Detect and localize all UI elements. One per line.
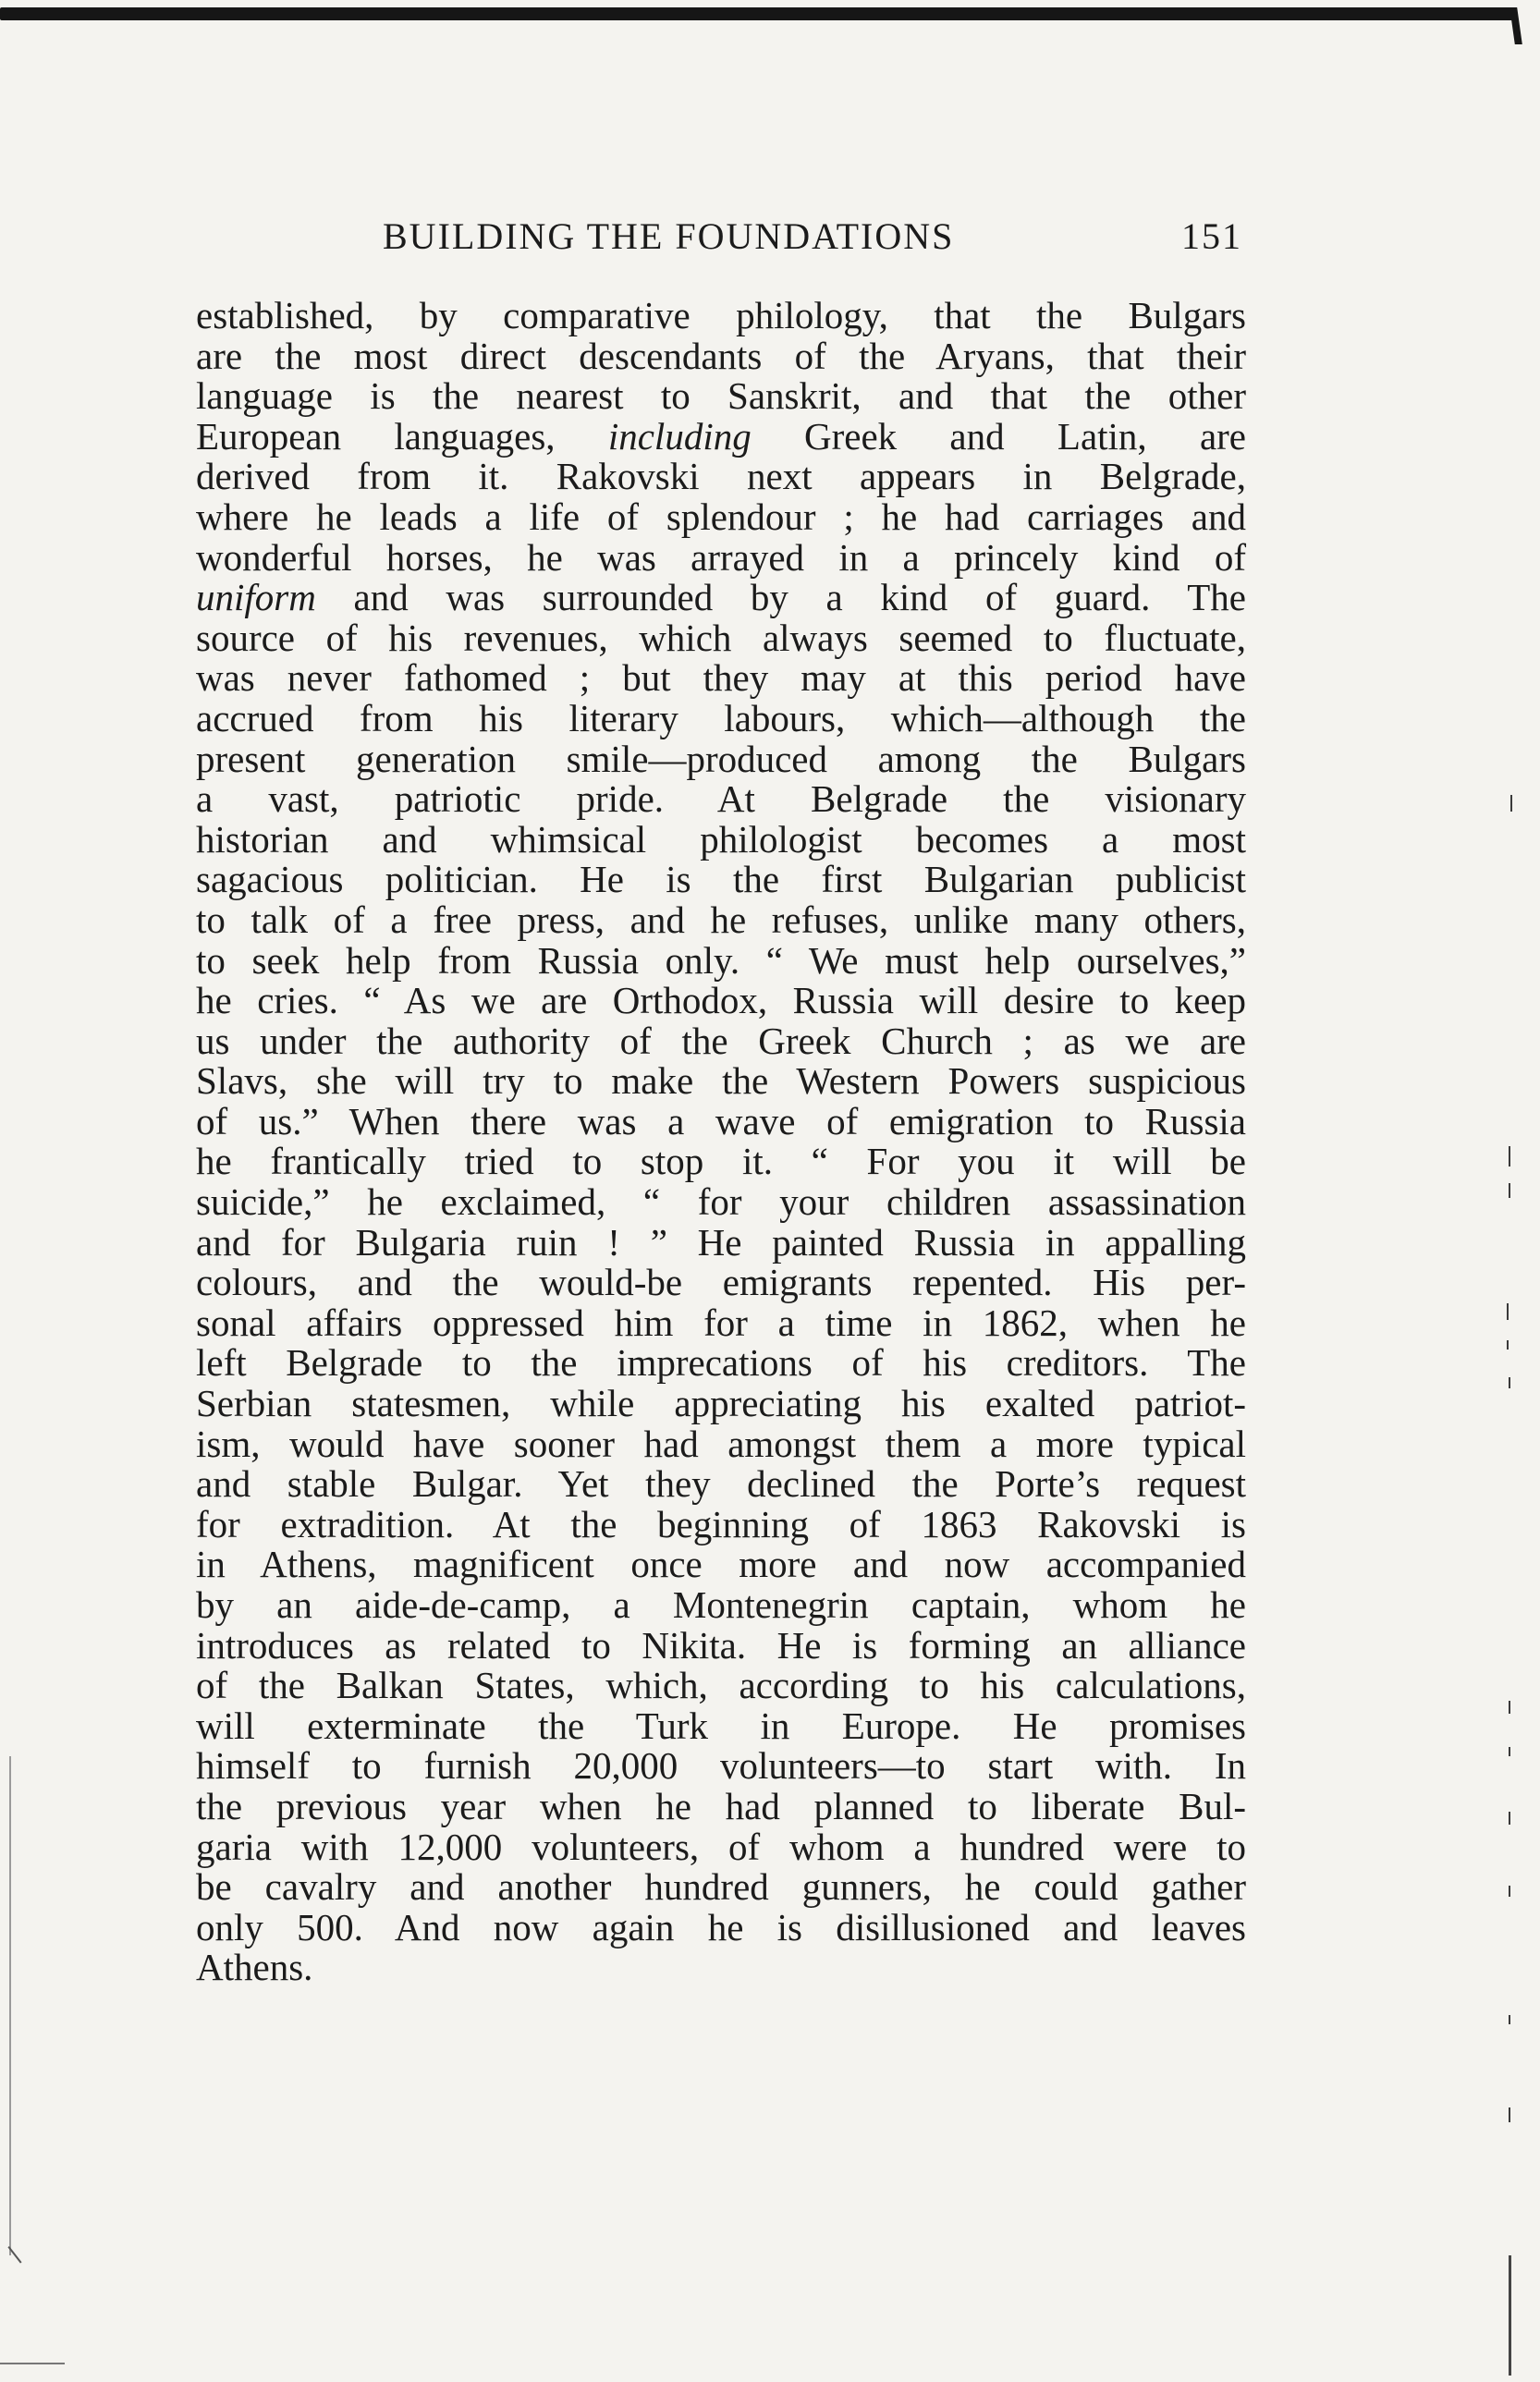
text-line: source of his revenues, which always seemed to fluctuate, [196, 616, 1246, 659]
scan-speck [1509, 2107, 1510, 2122]
text-line: to seek help from Russia only. “ We must help ourselves,” [196, 938, 1246, 982]
text-line: and stable Bulgar. Yet they declined the Porte’s request [196, 1462, 1246, 1506]
right-scan-line [1509, 2255, 1511, 2376]
text-line: derived from it. Rakovski next appears in Belgrade, [196, 455, 1246, 498]
top-scan-border [0, 7, 1516, 20]
text-line: he frantically tried to stop it. “ For you it will be [196, 1140, 1246, 1183]
text-line: will exterminate the Turk in Europe. He promises [196, 1704, 1246, 1747]
text-line: language is the nearest to Sanskrit, and that the other [196, 374, 1246, 418]
text-line: us under the authority of the Greek Church ; as we are [196, 1019, 1246, 1062]
scan-speck [1509, 1701, 1510, 1714]
text-line: garia with 12,000 volunteers, of whom a hundred were to [196, 1825, 1246, 1868]
text-line: he cries. “ As we are Orthodox, Russia will desire to keep [196, 979, 1246, 1022]
text-line: was never fathomed ; but they may at this period have [196, 656, 1246, 700]
body-text [196, 296, 1246, 1988]
text-line: left Belgrade to the imprecations of his creditors. The [196, 1341, 1246, 1385]
scan-speck [1510, 795, 1512, 812]
text-line: for extradition. At the beginning of 1863 Rakovski is [196, 1502, 1246, 1545]
scan-speck [1509, 2015, 1510, 2024]
text-line: historian and whimsical philologist becomes a most [196, 817, 1246, 861]
scan-speck [1509, 1146, 1510, 1167]
page-header [383, 209, 1242, 264]
text-line: ism, would have sooner had amongst them a more typical [196, 1422, 1246, 1465]
text-line: in Athens, magnificent once more and now accompanied [196, 1543, 1246, 1586]
left-scan-line [9, 1756, 11, 2255]
text-line: present generation smile—produced among the Bulgars [196, 737, 1246, 780]
text-line: are the most direct descendants of the Aryans, that their [196, 334, 1246, 377]
text-line-last: Athens. [196, 1946, 313, 1989]
text-line: established, by comparative philology, that the Bulgars [196, 294, 1246, 336]
scan-speck [1507, 1340, 1509, 1350]
text-line: Slavs, she will try to make the Western Powers suspicious [196, 1059, 1246, 1103]
page-number: 151 [1181, 215, 1242, 257]
text-line: Serbian statesmen, while appreciating his exalted patriot- [196, 1382, 1246, 1425]
italic-word: uniform [196, 576, 316, 619]
text-line: of the Balkan States, which, according to his calculations, [196, 1664, 1246, 1707]
text-line-with-italic [196, 578, 1246, 618]
bottom-scan-line [0, 2363, 65, 2364]
text-line: suicide,” he exclaimed, “ for your children assassination [196, 1180, 1246, 1224]
text-line: the previous year when he had planned to liberate Bul- [196, 1784, 1246, 1827]
scan-speck [1509, 1886, 1510, 1897]
scan-speck [1507, 1303, 1509, 1320]
text-line: by an aide-de-camp, a Montenegrin captain, whom he [196, 1583, 1246, 1626]
scan-speck [1509, 1747, 1510, 1756]
top-scan-border-hook [1509, 7, 1522, 44]
text-line: colours, and the would-be emigrants repented. His per- [196, 1261, 1246, 1304]
text-line: wonderful horses, he was arrayed in a princely kind of [196, 535, 1246, 579]
italic-word: including [607, 414, 752, 458]
text-line: be cavalry and another hundred gunners, he could gather [196, 1865, 1246, 1909]
text-span: European languages, [196, 414, 608, 458]
scan-speck [1509, 1183, 1510, 1198]
text-line: sonal affairs oppressed him for a time in 1862, when he [196, 1301, 1246, 1344]
text-line: and for Bulgaria ruin ! ” He painted Russia in appalling [196, 1220, 1246, 1264]
text-line: a vast, patriotic pride. At Belgrade the visionary [196, 777, 1246, 821]
text-line: himself to furnish 20,000 volunteers—to start with. In [196, 1744, 1246, 1788]
text-span: Greek and Latin, are [751, 414, 1246, 458]
text-line: accrued from his literary labours, which—although the [196, 696, 1246, 739]
text-line: only 500. And now again he is disillusioned and leaves [196, 1905, 1246, 1948]
text-span: and was surrounded by a kind of guard. The [315, 576, 1246, 619]
text-line: where he leads a life of splendour ; he had carriages and [196, 495, 1246, 538]
text-line: of us.” When there was a wave of emigration to Russia [196, 1099, 1246, 1142]
text-line: sagacious politician. He is the first Bulgarian publicist [196, 858, 1246, 901]
scan-speck [1509, 1812, 1510, 1825]
running-title: BUILDING THE FOUNDATIONS [383, 215, 955, 257]
text-line-with-italic [196, 414, 1246, 458]
text-line: introduces as related to Nikita. He is forming an alliance [196, 1623, 1246, 1667]
scan-speck [1509, 1377, 1510, 1388]
text-line: to talk of a free press, and he refuses, unlike many others, [196, 898, 1246, 941]
